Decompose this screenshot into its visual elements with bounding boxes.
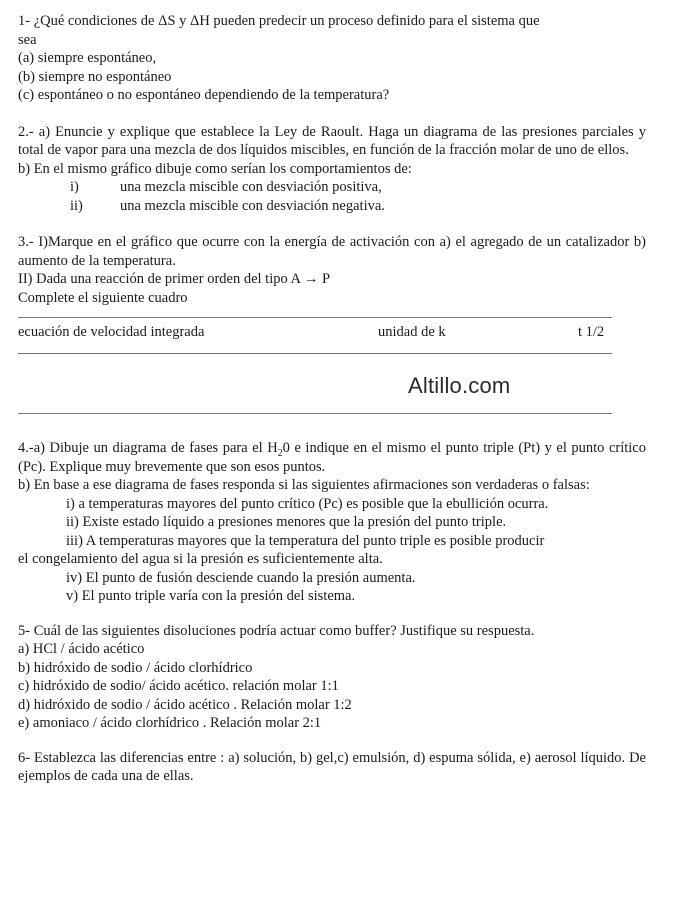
exam-page <box>18 12 646 786</box>
q5-option-a: a) HCl / ácido acético <box>18 641 145 657</box>
q4-item-ii: ii) Existe estado líquido a presiones menores que la presión del punto triple. <box>66 514 507 530</box>
q4-item-i: i) a temperaturas mayores del punto crítico (Pc) es posible que la ebullición ocurra. <box>66 495 549 512</box>
q4-part-a-start: 4.-a) Dibuje un diagrama de fases para el H <box>18 440 278 456</box>
q6-text: 6- Establezca las diferencias entre : a) solución, b) gel,c) emulsión, d) espuma sólida, e) aerosol líquido. De ejemplos de cada una de ellas. <box>18 749 646 784</box>
q4-subscript: 2 <box>277 447 283 459</box>
question-3 <box>18 233 646 419</box>
q2-item-ii-text: una mezcla miscible con desviación negativa. <box>120 197 385 214</box>
q5-option-d: d) hidróxido de sodio / ácido acético . Relación molar 1:2 <box>18 696 352 713</box>
q1-option-a: (a) siempre espontáneo, <box>18 50 157 66</box>
table-top-rule <box>18 317 612 318</box>
rate-table <box>18 309 646 419</box>
q3-complete: Complete el siguiente cuadro <box>18 289 188 306</box>
q4-part-a-end: 0 e indique en el mismo el punto triple (Pt) y el punto crítico (Pc). Explique muy brevemente que son esos puntos. <box>18 440 646 475</box>
q3-part-1: 3.- I)Marque en el gráfico que ocurre con la energía de activación con a) el agregado de un catalizador b) aumento de la temperatura. <box>18 234 646 269</box>
q2-item-ii <box>18 197 646 216</box>
question-6 <box>18 749 646 786</box>
q4-item-v: v) El punto triple varía con la presión del sistema. <box>66 588 356 604</box>
q4-part-b: b) En base a ese diagrama de fases responda si las siguientes afirmaciones son verdaderas o falsas: <box>18 477 590 493</box>
q4-part-a <box>18 439 646 476</box>
table-middle-rule <box>18 353 612 354</box>
q1-line2: sea <box>18 31 37 48</box>
q4-item-iv: iv) El punto de fusión desciende cuando la presión aumenta. <box>66 569 416 586</box>
table-bottom-rule <box>18 413 612 414</box>
q2-part-b: b) En el mismo gráfico dibuje como serían los comportamientos de: <box>18 160 412 177</box>
q4-item-iii-line1: iii) A temperaturas mayores que la temperatura del punto triple es posible producir <box>66 532 545 549</box>
q5-option-e: e) amoniaco / ácido clorhídrico . Relación molar 2:1 <box>18 715 322 731</box>
q2-item-i <box>18 178 646 197</box>
q2-item-ii-number: ii) <box>70 197 83 214</box>
question-1 <box>18 12 646 105</box>
q5-title: 5- Cuál de las siguientes disoluciones podría actuar como buffer? Justifique su respuesta. <box>18 622 535 639</box>
q2-item-i-number: i) <box>70 179 79 195</box>
table-header-equation: ecuación de velocidad integrada <box>18 324 205 340</box>
q1-option-c: (c) espontáneo o no espontáneo dependiendo de la temperatura? <box>18 87 390 103</box>
q2-part-a: 2.- a) Enuncie y explique que establece la Ley de Raoult. Haga un diagrama de las presiones parciales y total de vapor para una mezcla de dos líquidos miscibles, en función de la fracción molar de uno de ellos. <box>18 123 646 158</box>
q3-part-2: II) Dada una reacción de primer orden del tipo A → P <box>18 271 331 287</box>
question-5 <box>18 622 646 733</box>
table-header-k-unit: unidad de k <box>378 324 446 340</box>
q2-item-i-text: una mezcla miscible con desviación positiva, <box>120 179 382 195</box>
watermark: Altillo.com <box>408 373 511 398</box>
table-header-half-life: t 1/2 <box>578 324 605 340</box>
question-2 <box>18 123 646 216</box>
q1-line1: 1- ¿Qué condiciones de ΔS y ΔH pueden predecir un proceso definido para el sistema que <box>18 13 540 29</box>
q4-item-iii-line2: el congelamiento del agua si la presión es suficientemente alta. <box>18 551 383 567</box>
q1-option-b: (b) siempre no espontáneo <box>18 68 172 85</box>
question-4 <box>18 439 646 606</box>
q5-option-b: b) hidróxido de sodio / ácido clorhídrico <box>18 659 253 676</box>
q5-option-c: c) hidróxido de sodio/ ácido acético. relación molar 1:1 <box>18 678 339 694</box>
